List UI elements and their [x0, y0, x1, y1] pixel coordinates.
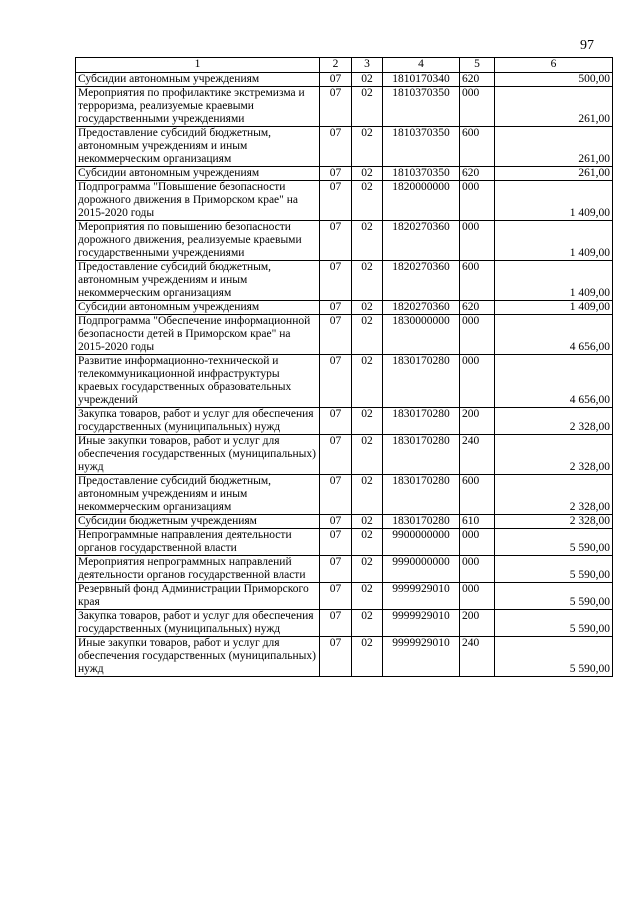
- table-row: [76, 181, 613, 221]
- row-subsection-cell: 02: [352, 529, 383, 556]
- row-expense-type-cell: 000: [460, 529, 495, 556]
- row-subsection-cell: 02: [352, 355, 383, 408]
- row-expense-type-cell: 200: [460, 610, 495, 637]
- row-amount-cell: 1 409,00: [495, 301, 613, 315]
- row-expense-type-cell: 000: [460, 556, 495, 583]
- row-target-code-cell: 1810170340: [383, 73, 460, 87]
- row-name-cell: Иные закупки товаров, работ и услуг для обеспечения государственных (муниципальных) нужд: [76, 637, 320, 677]
- row-target-code-cell: 9999929010: [383, 610, 460, 637]
- row-amount-cell: 2 328,00: [495, 475, 613, 515]
- table-row: [76, 87, 613, 127]
- row-section-cell: 07: [320, 355, 352, 408]
- row-amount-cell: 4 656,00: [495, 355, 613, 408]
- budget-table: [75, 57, 613, 677]
- row-section-cell: 07: [320, 301, 352, 315]
- row-target-code-cell: 1820000000: [383, 181, 460, 221]
- row-subsection-cell: 02: [352, 583, 383, 610]
- table-row: [76, 637, 613, 677]
- table-header-row: [76, 58, 613, 73]
- row-subsection-cell: 02: [352, 181, 383, 221]
- row-subsection-cell: 02: [352, 167, 383, 181]
- table-row: [76, 556, 613, 583]
- row-subsection-cell: 02: [352, 87, 383, 127]
- row-name-cell: Мероприятия непрограммных направлений деятельности органов государственной власти: [76, 556, 320, 583]
- table-row: [76, 355, 613, 408]
- row-section-cell: 07: [320, 475, 352, 515]
- row-target-code-cell: 9999929010: [383, 583, 460, 610]
- row-section-cell: 07: [320, 515, 352, 529]
- row-amount-cell: 5 590,00: [495, 637, 613, 677]
- row-expense-type-cell: 620: [460, 73, 495, 87]
- header-col-3: 3: [352, 58, 383, 73]
- row-name-cell: Субсидии автономным учреждениям: [76, 73, 320, 87]
- header-col-2: 2: [320, 58, 352, 73]
- row-expense-type-cell: 600: [460, 261, 495, 301]
- row-subsection-cell: 02: [352, 475, 383, 515]
- row-subsection-cell: 02: [352, 261, 383, 301]
- row-expense-type-cell: 200: [460, 408, 495, 435]
- row-subsection-cell: 02: [352, 556, 383, 583]
- row-section-cell: 07: [320, 637, 352, 677]
- row-subsection-cell: 02: [352, 221, 383, 261]
- row-expense-type-cell: 000: [460, 315, 495, 355]
- row-name-cell: Предоставление субсидий бюджетным, автономным учреждениям и иным некоммерческим организациям: [76, 475, 320, 515]
- row-expense-type-cell: 000: [460, 221, 495, 261]
- row-subsection-cell: 02: [352, 301, 383, 315]
- table-row: [76, 408, 613, 435]
- row-section-cell: 07: [320, 315, 352, 355]
- header-col-4: 4: [383, 58, 460, 73]
- row-expense-type-cell: 600: [460, 475, 495, 515]
- row-name-cell: Развитие информационно-технической и телекоммуникационной инфраструктуры краевых государственных образовательных учреждений: [76, 355, 320, 408]
- row-target-code-cell: 1830000000: [383, 315, 460, 355]
- table-row: [76, 127, 613, 167]
- row-amount-cell: 261,00: [495, 167, 613, 181]
- row-target-code-cell: 1810370350: [383, 127, 460, 167]
- row-target-code-cell: 1830170280: [383, 408, 460, 435]
- row-target-code-cell: 9900000000: [383, 529, 460, 556]
- row-name-cell: Предоставление субсидий бюджетным, автономным учреждениям и иным некоммерческим организациям: [76, 127, 320, 167]
- row-target-code-cell: 1830170280: [383, 435, 460, 475]
- row-amount-cell: 2 328,00: [495, 408, 613, 435]
- row-amount-cell: 1 409,00: [495, 221, 613, 261]
- row-amount-cell: 2 328,00: [495, 435, 613, 475]
- row-amount-cell: 261,00: [495, 87, 613, 127]
- row-amount-cell: 5 590,00: [495, 529, 613, 556]
- row-expense-type-cell: 620: [460, 167, 495, 181]
- row-target-code-cell: 9999929010: [383, 637, 460, 677]
- row-expense-type-cell: 600: [460, 127, 495, 167]
- row-target-code-cell: 9990000000: [383, 556, 460, 583]
- row-target-code-cell: 1820270360: [383, 301, 460, 315]
- row-expense-type-cell: 000: [460, 355, 495, 408]
- row-name-cell: Субсидии бюджетным учреждениям: [76, 515, 320, 529]
- row-expense-type-cell: 240: [460, 637, 495, 677]
- row-subsection-cell: 02: [352, 515, 383, 529]
- row-name-cell: Субсидии автономным учреждениям: [76, 301, 320, 315]
- row-subsection-cell: 02: [352, 435, 383, 475]
- row-expense-type-cell: 000: [460, 87, 495, 127]
- table-row: [76, 73, 613, 87]
- header-col-6: 6: [495, 58, 613, 73]
- row-target-code-cell: 1810370350: [383, 87, 460, 127]
- row-subsection-cell: 02: [352, 315, 383, 355]
- table-row: [76, 435, 613, 475]
- row-name-cell: Мероприятия по повышению безопасности дорожного движения, реализуемые краевыми государственными учреждениями: [76, 221, 320, 261]
- row-name-cell: Подпрограмма "Обеспечение информационной безопасности детей в Приморском крае" на 2015-2020 годы: [76, 315, 320, 355]
- table-row: [76, 515, 613, 529]
- table-row: [76, 167, 613, 181]
- row-name-cell: Резервный фонд Администрации Приморского края: [76, 583, 320, 610]
- row-amount-cell: 5 590,00: [495, 610, 613, 637]
- row-name-cell: Иные закупки товаров, работ и услуг для обеспечения государственных (муниципальных) нужд: [76, 435, 320, 475]
- table-row: [76, 529, 613, 556]
- row-section-cell: 07: [320, 529, 352, 556]
- header-col-1: 1: [76, 58, 320, 73]
- header-col-5: 5: [460, 58, 495, 73]
- row-amount-cell: 500,00: [495, 73, 613, 87]
- row-name-cell: Подпрограмма "Повышение безопасности дорожного движения в Приморском крае" на 2015-2020 годы: [76, 181, 320, 221]
- row-section-cell: 07: [320, 583, 352, 610]
- table-row: [76, 315, 613, 355]
- row-name-cell: Закупка товаров, работ и услуг для обеспечения государственных (муниципальных) нужд: [76, 610, 320, 637]
- row-expense-type-cell: 620: [460, 301, 495, 315]
- page-number: 97: [580, 38, 594, 53]
- row-target-code-cell: 1810370350: [383, 167, 460, 181]
- row-name-cell: Закупка товаров, работ и услуг для обеспечения государственных (муниципальных) нужд: [76, 408, 320, 435]
- table-row: [76, 583, 613, 610]
- row-section-cell: 07: [320, 610, 352, 637]
- row-section-cell: 07: [320, 556, 352, 583]
- row-amount-cell: 4 656,00: [495, 315, 613, 355]
- table-row: [76, 221, 613, 261]
- row-section-cell: 07: [320, 261, 352, 301]
- table-row: [76, 475, 613, 515]
- row-expense-type-cell: 000: [460, 181, 495, 221]
- row-amount-cell: 1 409,00: [495, 181, 613, 221]
- row-section-cell: 07: [320, 435, 352, 475]
- row-subsection-cell: 02: [352, 637, 383, 677]
- row-target-code-cell: 1820270360: [383, 261, 460, 301]
- row-section-cell: 07: [320, 167, 352, 181]
- row-target-code-cell: 1830170280: [383, 475, 460, 515]
- row-target-code-cell: 1830170280: [383, 515, 460, 529]
- row-section-cell: 07: [320, 127, 352, 167]
- table-row: [76, 610, 613, 637]
- row-amount-cell: 261,00: [495, 127, 613, 167]
- table-row: [76, 261, 613, 301]
- row-amount-cell: 5 590,00: [495, 583, 613, 610]
- row-section-cell: 07: [320, 73, 352, 87]
- row-expense-type-cell: 610: [460, 515, 495, 529]
- row-name-cell: Мероприятия по профилактике экстремизма и терроризма, реализуемые краевыми государственными учреждениями: [76, 87, 320, 127]
- row-section-cell: 07: [320, 181, 352, 221]
- row-target-code-cell: 1830170280: [383, 355, 460, 408]
- row-amount-cell: 5 590,00: [495, 556, 613, 583]
- row-section-cell: 07: [320, 87, 352, 127]
- row-subsection-cell: 02: [352, 408, 383, 435]
- row-name-cell: Непрограммные направления деятельности органов государственной власти: [76, 529, 320, 556]
- row-subsection-cell: 02: [352, 610, 383, 637]
- row-amount-cell: 1 409,00: [495, 261, 613, 301]
- row-subsection-cell: 02: [352, 73, 383, 87]
- row-subsection-cell: 02: [352, 127, 383, 167]
- row-name-cell: Предоставление субсидий бюджетным, автономным учреждениям и иным некоммерческим организациям: [76, 261, 320, 301]
- row-amount-cell: 2 328,00: [495, 515, 613, 529]
- row-section-cell: 07: [320, 221, 352, 261]
- row-name-cell: Субсидии автономным учреждениям: [76, 167, 320, 181]
- row-expense-type-cell: 240: [460, 435, 495, 475]
- row-target-code-cell: 1820270360: [383, 221, 460, 261]
- row-expense-type-cell: 000: [460, 583, 495, 610]
- row-section-cell: 07: [320, 408, 352, 435]
- table-row: [76, 301, 613, 315]
